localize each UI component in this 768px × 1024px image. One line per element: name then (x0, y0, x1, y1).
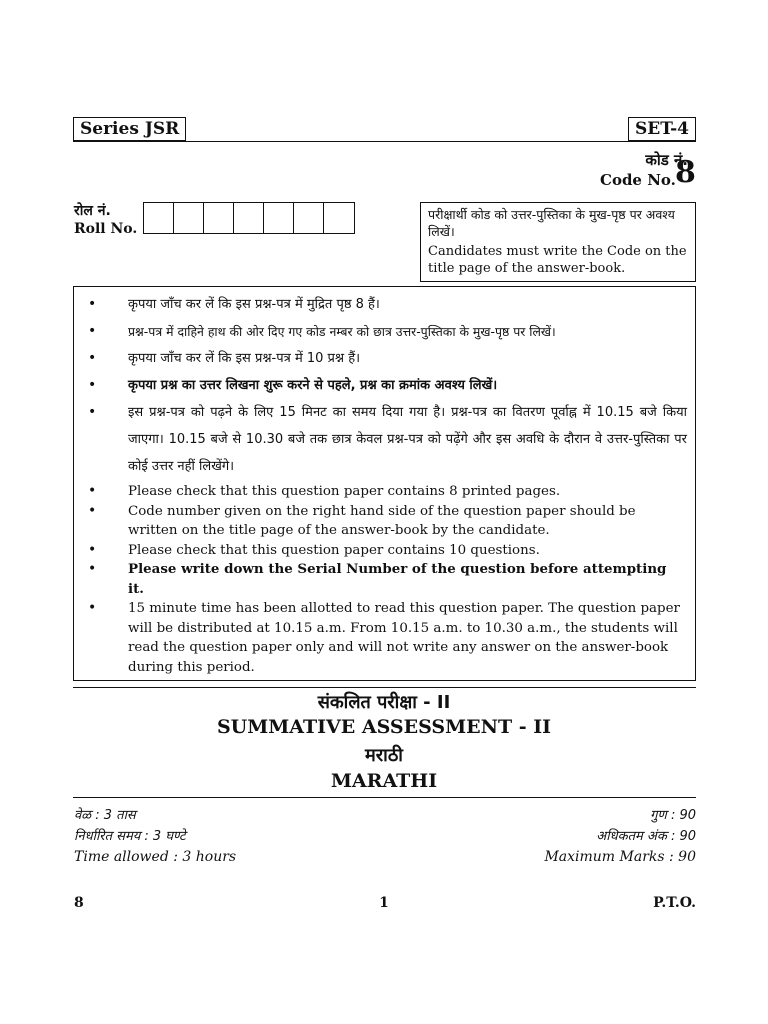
bullet-icon: • (88, 483, 97, 499)
instructions-english (82, 482, 687, 677)
bullet-icon: • (88, 350, 97, 366)
instructions-hindi (82, 291, 687, 480)
subject-title-english: MARATHI (330, 770, 438, 792)
instruction-item (82, 372, 687, 399)
instruction-text: Please check that this question paper contains 8 printed pages. (128, 484, 561, 499)
instruction-item (82, 482, 687, 502)
instruction-text: Please check that this question paper contains 10 questions. (128, 542, 540, 558)
time-english: Time allowed : 3 hours (74, 849, 237, 865)
bullet-icon: • (88, 377, 97, 393)
marks-marathi: गुण : 90 (650, 808, 696, 823)
roll-cell[interactable] (174, 203, 204, 233)
bullet-icon: • (88, 502, 97, 519)
exam-title-english: SUMMATIVE ASSESSMENT - II (216, 716, 552, 738)
instruction-item (82, 560, 687, 599)
bullet-icon: • (88, 600, 97, 616)
instruction-item (82, 318, 687, 345)
instruction-item (82, 502, 687, 541)
code-note-hindi: परीक्षार्थी कोड को उत्तर-पुस्तिका के मुख-पृष्ठ पर अवश्य लिखें। (428, 207, 675, 239)
meta-rule (73, 797, 696, 798)
instruction-text: कृपया जाँच कर लें कि इस प्रश्न-पत्र में मुद्रित पृष्ठ 8 हैं। (128, 297, 380, 312)
instruction-item (82, 541, 687, 561)
bullet-icon: • (88, 561, 97, 577)
roll-cell[interactable] (144, 203, 174, 233)
bullet-icon: • (88, 323, 97, 339)
instructions-box (73, 286, 696, 681)
pto-label: P.T.O. (653, 895, 696, 911)
code-note-box (420, 202, 696, 282)
subject-title-marathi: मराठी (365, 745, 403, 766)
instruction-item (82, 399, 687, 480)
instruction-text: कृपया प्रश्न का उत्तर लिखना शुरू करने से पहले, प्रश्न का क्रमांक अवश्य लिखें। (128, 378, 498, 393)
roll-cell[interactable] (234, 203, 264, 233)
roll-label-hindi: रोल नं. (74, 203, 111, 219)
set-label: SET-4 (628, 117, 696, 141)
instruction-text: 15 minute time has been allotted to read this question paper. The question paper will be distributed at 10.15 a.m. From 10.15 a.m. to 10.30 a.m., the students will read the question paper only and will not write any answer on the answer-book during this period. (128, 601, 680, 675)
roll-cell[interactable] (204, 203, 234, 233)
code-number: 8 (675, 155, 696, 190)
instruction-item (82, 599, 687, 677)
instruction-item (82, 345, 687, 372)
time-marathi: वेळ : 3 तास (74, 808, 136, 823)
instruction-item (82, 291, 687, 318)
title-rule (73, 687, 696, 688)
code-label-english: Code No. (600, 171, 676, 189)
instruction-text: Please write down the Serial Number of the question before attempting it. (128, 561, 667, 597)
instruction-text: Code number given on the right hand side of the question paper should be written on the title page of the answer-book by the candidate. (128, 503, 636, 538)
code-label-hindi: कोड नं. (645, 151, 688, 169)
roll-number-grid[interactable] (143, 202, 355, 234)
roll-label-english: Roll No. (74, 221, 138, 237)
instruction-text: इस प्रश्न-पत्र को पढ़ने के लिए 15 मिनट का समय दिया गया है। प्रश्न-पत्र का वितरण पूर्वाह्न में 10.15 बजे किया जाएगा। 10.15 बजे से 10.30 बजे तक छात्र केवल प्रश्न-पत्र को पढ़ेंगे और इस अवधि के दौरान वे उत्तर-पुस्तिका पर कोई उत्तर नहीं लिखेंगे। (128, 405, 687, 474)
footer-code: 8 (74, 895, 84, 911)
marks-english: Maximum Marks : 90 (544, 849, 696, 865)
roll-cell[interactable] (324, 203, 354, 233)
page-number: 1 (379, 895, 389, 911)
series-label: Series JSR (73, 117, 186, 141)
roll-cell[interactable] (294, 203, 324, 233)
roll-cell[interactable] (264, 203, 294, 233)
exam-title-hindi: संकलित परीक्षा - II (317, 692, 451, 713)
instruction-text: प्रश्न-पत्र में दाहिने हाथ की ओर दिए गए कोड नम्बर को छात्र उत्तर-पुस्तिका के मुख-पृष्ठ पर लिखें। (128, 324, 556, 339)
time-hindi: निर्धारित समय : 3 घण्टे (74, 829, 186, 844)
bullet-icon: • (88, 541, 97, 558)
header-rule (73, 141, 696, 142)
instruction-text: कृपया जाँच कर लें कि इस प्रश्न-पत्र में 10 प्रश्न हैं। (128, 351, 361, 366)
code-note-english: Candidates must write the Code on the title page of the answer-book. (428, 244, 687, 276)
marks-hindi: अधिकतम अंक : 90 (596, 829, 696, 844)
bullet-icon: • (88, 404, 97, 420)
bullet-icon: • (88, 296, 97, 312)
